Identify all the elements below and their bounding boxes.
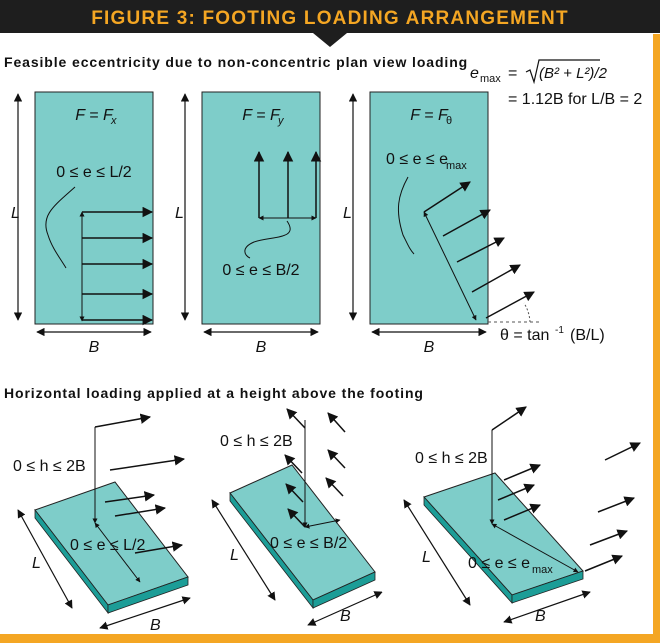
height-label-2: 0 ≤ h ≤ 2B [220, 433, 293, 450]
force-arrow [590, 531, 627, 545]
force-arrow [492, 407, 526, 430]
iso-panel-1 [13, 417, 190, 634]
footing-top-3 [424, 473, 583, 595]
dim-L-label-2: L [175, 205, 184, 222]
dim-L-label-6: L [422, 549, 431, 566]
formula-line2: = 1.12B for L/B = 2 [508, 91, 643, 108]
dim-B-label-2: B [255, 339, 267, 356]
formula-lhs: e [470, 65, 479, 82]
formula-rhs: (B² + L²)/2 [539, 65, 607, 82]
dim-B-label-4: B [150, 617, 161, 634]
right-border [653, 34, 660, 643]
force-label-1: F = F [75, 107, 113, 124]
iso-panel-2 [212, 409, 382, 625]
force-arrow [326, 478, 343, 496]
force-arrow [598, 498, 634, 512]
section2-title: Horizontal loading applied at a height above the footing [4, 385, 424, 401]
force-arrow [328, 413, 345, 432]
height-label-3: 0 ≤ h ≤ 2B [415, 450, 488, 467]
angle-arc [524, 303, 530, 322]
force-sub-2: y [278, 115, 284, 127]
force-arrow [328, 450, 345, 468]
force-arrow [110, 459, 184, 470]
angle-label: θ = tan [500, 327, 550, 344]
figure-title: FIGURE 3: FOOTING LOADING ARRANGEMENT [91, 8, 569, 29]
force-arrow [287, 409, 305, 428]
emax-formula [470, 60, 642, 108]
angle-arg: (B/L) [570, 327, 605, 344]
header-bar [0, 0, 660, 47]
force-label-3: F = F [410, 107, 448, 124]
dim-L-label-5: L [230, 547, 239, 564]
iso-panel-3 [404, 407, 640, 625]
section1-title: Feasible eccentricity due to non-concentric plan view loading [4, 54, 469, 70]
footing-top-2 [230, 465, 375, 600]
dim-B-label-3: B [423, 339, 435, 356]
formula-equals: = [508, 65, 518, 82]
force-arrow [585, 556, 622, 571]
force-arrow [504, 465, 540, 480]
plan-panel-ftheta [343, 92, 605, 356]
footing-plan-2 [202, 92, 320, 324]
height-label-1: 0 ≤ h ≤ 2B [13, 458, 86, 475]
force-arrow [486, 292, 534, 318]
plan-panel-fx [11, 92, 153, 356]
plan-panel-fy [175, 92, 320, 356]
dim-L-label-3: L [343, 205, 352, 222]
force-arrow [605, 443, 640, 460]
force-sub-3: θ [446, 115, 453, 127]
bottom-border [0, 634, 660, 643]
ecc-label-5: 0 ≤ e ≤ B/2 [270, 535, 348, 552]
dim-L-label-1: L [11, 205, 20, 222]
ecc-label-6: 0 ≤ e ≤ e [468, 555, 531, 572]
ecc-sub-6: max [532, 564, 553, 576]
ecc-sub-3: max [446, 160, 467, 172]
force-label-2: F = F [242, 107, 280, 124]
dim-L-label-4: L [32, 555, 41, 572]
ecc-label-1: 0 ≤ e ≤ L/2 [56, 164, 132, 181]
angle-sup: -1 [555, 325, 564, 336]
formula-lhs-sub: max [480, 73, 501, 85]
dim-B-label-5: B [340, 608, 351, 625]
force-sub-1: x [111, 115, 117, 127]
ecc-label-4: 0 ≤ e ≤ L/2 [70, 537, 146, 554]
dim-B-label-6: B [535, 608, 546, 625]
ecc-label-2: 0 ≤ e ≤ B/2 [222, 262, 300, 279]
ecc-label-3: 0 ≤ e ≤ e [386, 151, 449, 168]
force-arrow [95, 417, 150, 427]
header-pointer [313, 33, 347, 47]
dim-B-label-1: B [88, 339, 100, 356]
